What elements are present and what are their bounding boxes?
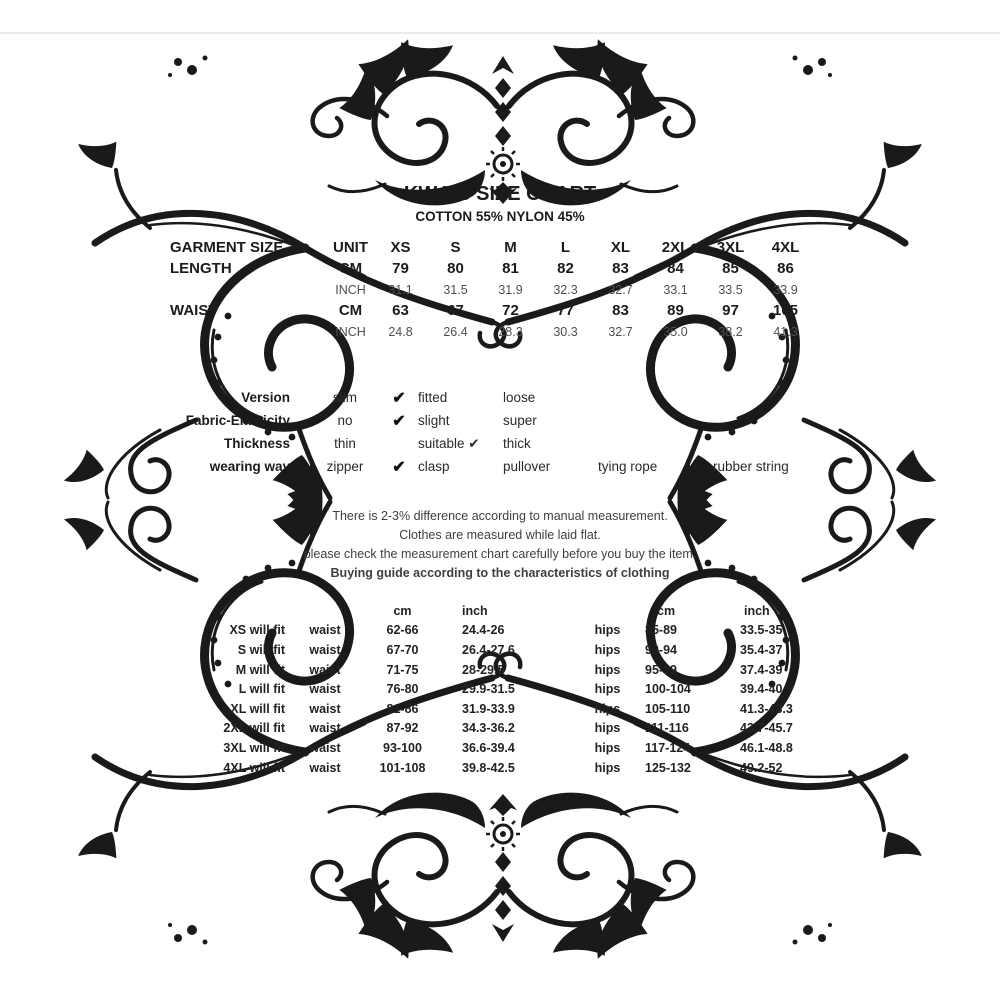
guide-inch-range: 33.5-35 bbox=[740, 623, 783, 638]
size-table-header-cell: 4XL bbox=[771, 239, 800, 256]
value-cell: 28.3 bbox=[498, 324, 523, 339]
value-cell: 81 bbox=[502, 260, 519, 277]
value-cell: 84 bbox=[667, 260, 684, 277]
attribute-label: Thickness bbox=[223, 436, 290, 451]
value-cell: 32.7 bbox=[608, 324, 633, 339]
attribute-option bbox=[713, 386, 863, 409]
value-cell: 83 bbox=[612, 260, 629, 277]
guide-part-label: hips bbox=[594, 662, 621, 677]
size-table-header-cell: GARMENT SIZE bbox=[170, 239, 284, 256]
attribute-option: slight bbox=[418, 413, 450, 428]
attribute-option: suitable ✔ bbox=[418, 435, 480, 451]
guide-inch-range: 24.4-26 bbox=[462, 623, 505, 638]
value-cell: 33.9 bbox=[773, 282, 798, 297]
attribute-option: thin bbox=[334, 436, 356, 451]
unit-cell: INCH bbox=[335, 324, 366, 339]
value-cell: 30.3 bbox=[553, 324, 578, 339]
unit-cell: CM bbox=[338, 302, 363, 319]
guide-inch-range: 34.3-36.2 bbox=[462, 721, 515, 736]
guide-cm-range: 81-86 bbox=[386, 701, 419, 716]
size-table-header-cell: 2XL bbox=[661, 239, 690, 256]
guide-inch-range: 39.8-42.5 bbox=[462, 760, 515, 775]
value-cell: 79 bbox=[392, 260, 409, 277]
value-cell: 33.1 bbox=[663, 282, 688, 297]
guide-inch-range: 49.2-52 bbox=[740, 760, 783, 775]
guide-inch-range: 29.9-31.5 bbox=[462, 682, 515, 697]
guide-cm-range: 100-104 bbox=[645, 682, 691, 697]
note-line: Clothes are measured while laid flat. bbox=[399, 528, 601, 542]
guide-inch-range: 37.4-39 bbox=[740, 662, 783, 677]
guide-cm-range: 95-99 bbox=[645, 662, 677, 677]
guide-inch-range: 39.4-40.9 bbox=[740, 682, 793, 697]
value-cell: 35.0 bbox=[663, 324, 688, 339]
row-label: WAIST bbox=[170, 302, 218, 319]
guide-size-label: XS will fit bbox=[229, 623, 285, 638]
attribute-option: pullover bbox=[503, 459, 551, 474]
guide-cm-range: 62-66 bbox=[386, 623, 419, 638]
guide-size-label: 3XL will fit bbox=[223, 740, 285, 755]
guide-inch-range: 36.6-39.4 bbox=[462, 740, 515, 755]
value-cell: 82 bbox=[557, 260, 574, 277]
value-cell: 67 bbox=[447, 302, 464, 319]
guide-size-label: 4XL will fit bbox=[223, 760, 285, 775]
guide-inch-range: 31.9-33.9 bbox=[462, 701, 515, 716]
value-cell: 38.2 bbox=[718, 324, 743, 339]
value-cell: 83 bbox=[612, 302, 629, 319]
value-cell: 24.8 bbox=[388, 324, 413, 339]
guide-part-label: waist bbox=[309, 760, 341, 775]
characteristics-table bbox=[150, 386, 863, 478]
guide-inch-range: 28-29.5 bbox=[462, 662, 505, 677]
check-mark-icon bbox=[380, 432, 418, 455]
guide-part-label: waist bbox=[309, 740, 341, 755]
guide-inch-range: 26.4-27.6 bbox=[462, 642, 515, 657]
attribute-option bbox=[713, 409, 863, 432]
guide-size-label: M will fit bbox=[235, 662, 285, 677]
guide-inch-range: 46.1-48.8 bbox=[740, 740, 793, 755]
attribute-option: zipper bbox=[326, 459, 364, 474]
attribute-option: no bbox=[337, 413, 353, 428]
attribute-option: rubber string bbox=[713, 459, 789, 474]
value-cell: 97 bbox=[722, 302, 739, 319]
attribute-option: fitted bbox=[418, 390, 448, 405]
guide-cm-range: 76-80 bbox=[386, 682, 419, 697]
value-cell: 32.3 bbox=[553, 282, 578, 297]
value-cell: 89 bbox=[667, 302, 684, 319]
attribute-option: tying rope bbox=[598, 459, 658, 474]
attribute-option: slim bbox=[333, 390, 357, 405]
guide-header-cell: inch bbox=[744, 603, 770, 618]
guide-part-label: waist bbox=[309, 642, 341, 657]
attribute-option bbox=[598, 432, 713, 455]
value-cell: 32.7 bbox=[608, 282, 633, 297]
guide-header-cell: cm bbox=[657, 603, 676, 618]
guide-cm-range: 90-94 bbox=[645, 642, 677, 657]
guide-inch-range: 35.4-37 bbox=[740, 642, 783, 657]
attribute-label: wearing way bbox=[209, 459, 290, 474]
guide-cm-range: 93-100 bbox=[383, 740, 422, 755]
value-cell: 72 bbox=[502, 302, 519, 319]
guide-cm-range: 71-75 bbox=[386, 662, 419, 677]
unit-cell: INCH bbox=[335, 282, 366, 297]
value-cell: 80 bbox=[447, 260, 464, 277]
guide-header-cell bbox=[570, 601, 645, 621]
guide-cm-range: 67-70 bbox=[386, 642, 419, 657]
attribute-option: thick bbox=[503, 436, 531, 451]
attribute-option bbox=[713, 432, 863, 455]
guide-size-label: S will fit bbox=[237, 642, 285, 657]
size-table-header-cell: S bbox=[450, 239, 461, 256]
value-cell: 41.3 bbox=[773, 324, 798, 339]
value-cell: 85 bbox=[722, 260, 739, 277]
value-cell: 77 bbox=[557, 302, 574, 319]
size-table-header-cell: 3XL bbox=[716, 239, 745, 256]
check-mark-icon: ✔ bbox=[392, 458, 406, 476]
guide-part-label: hips bbox=[594, 701, 621, 716]
value-cell: 86 bbox=[777, 260, 794, 277]
attribute-option: super bbox=[503, 413, 537, 428]
guide-part-label: hips bbox=[594, 740, 621, 755]
value-cell: 31.1 bbox=[388, 282, 413, 297]
guide-header-cell: inch bbox=[462, 603, 488, 618]
guide-cm-range: 101-108 bbox=[379, 760, 426, 775]
note-line: please check the measurement chart carefully before you buy the item. bbox=[303, 547, 697, 561]
attribute-option: clasp bbox=[418, 459, 450, 474]
guide-part-label: hips bbox=[594, 642, 621, 657]
measurement-notes bbox=[0, 507, 1000, 583]
check-mark-icon: ✔ bbox=[392, 412, 406, 430]
guide-cm-range: 117-124 bbox=[645, 740, 691, 755]
guide-part-label: waist bbox=[309, 662, 341, 677]
value-cell: 105 bbox=[772, 302, 799, 319]
value-cell: 31.9 bbox=[498, 282, 523, 297]
guide-part-label: waist bbox=[309, 682, 341, 697]
attribute-option bbox=[598, 409, 713, 432]
guide-part-label: waist bbox=[309, 701, 341, 716]
value-cell: 63 bbox=[392, 302, 409, 319]
guide-header-cell bbox=[285, 601, 365, 621]
guide-cm-range: 85-89 bbox=[645, 623, 677, 638]
guide-size-label: 2XL will fit bbox=[223, 721, 285, 736]
unit-cell: CM bbox=[338, 260, 363, 277]
size-table-header-cell: UNIT bbox=[333, 239, 368, 256]
fabric-composition: COTTON 55% NYLON 45% bbox=[415, 209, 585, 224]
attribute-label: Fabric-Elasticity bbox=[185, 413, 290, 428]
attribute-label: Version bbox=[241, 390, 290, 405]
guide-part-label: hips bbox=[594, 623, 621, 638]
size-table-header-cell: XS bbox=[390, 239, 411, 256]
size-table bbox=[170, 237, 813, 342]
attribute-option bbox=[598, 386, 713, 409]
row-label: LENGTH bbox=[170, 260, 232, 277]
guide-cm-range: 125-132 bbox=[645, 760, 691, 775]
buying-guide-heading: Buying guide according to the characteristics of clothing bbox=[330, 566, 670, 580]
guide-part-label: hips bbox=[594, 760, 621, 775]
buying-guide-table bbox=[130, 601, 840, 777]
size-table-header-cell: L bbox=[560, 239, 571, 256]
guide-part-label: waist bbox=[309, 721, 341, 736]
check-mark-icon: ✔ bbox=[392, 389, 406, 407]
guide-cm-range: 87-92 bbox=[386, 721, 419, 736]
note-line: There is 2-3% difference according to manual measurement. bbox=[332, 509, 668, 523]
page-title: KW415 SIZE CHART bbox=[403, 183, 597, 205]
row-label bbox=[170, 279, 328, 300]
size-table-header-cell: M bbox=[504, 239, 517, 256]
size-table-header-cell: XL bbox=[610, 239, 631, 256]
guide-size-label: XL will fit bbox=[230, 701, 285, 716]
value-cell: 26.4 bbox=[443, 324, 468, 339]
guide-header-cell: cm bbox=[393, 603, 412, 618]
guide-size-label: L will fit bbox=[238, 682, 285, 697]
guide-part-label: hips bbox=[594, 721, 621, 736]
guide-part-label: hips bbox=[594, 682, 621, 697]
guide-inch-range: 41.3-43.3 bbox=[740, 701, 793, 716]
guide-inch-range: 43.7-45.7 bbox=[740, 721, 793, 736]
guide-cm-range: 105-110 bbox=[645, 701, 691, 716]
row-label bbox=[170, 321, 328, 342]
value-cell: 33.5 bbox=[718, 282, 743, 297]
guide-part-label: waist bbox=[309, 623, 341, 638]
guide-cm-range: 111-116 bbox=[645, 721, 689, 736]
value-cell: 31.5 bbox=[443, 282, 468, 297]
guide-header-cell bbox=[130, 601, 285, 621]
attribute-option: loose bbox=[503, 390, 536, 405]
